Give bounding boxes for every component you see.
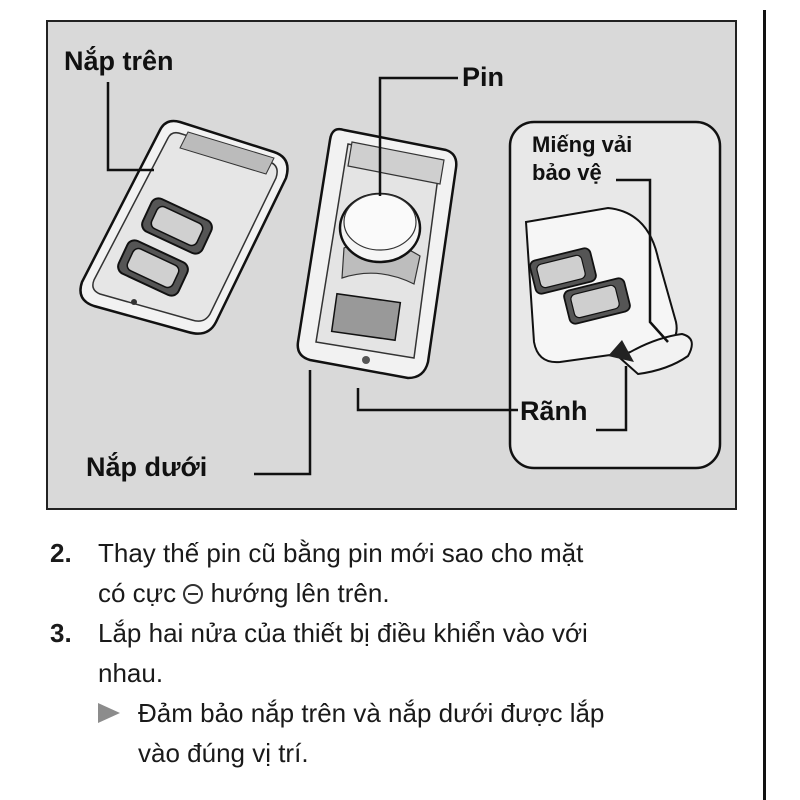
key-fob-top-cover-icon [81, 121, 288, 334]
negative-terminal-icon [183, 584, 203, 604]
instruction-steps [50, 533, 750, 773]
illustration-drawing [48, 22, 737, 510]
label-protective-cloth-line1: Miếng vải [532, 132, 633, 157]
step-number: 2. [50, 538, 72, 568]
label-slot: Rãnh [520, 396, 588, 426]
coin-battery-icon [340, 194, 420, 262]
step-3-note [50, 693, 750, 773]
battery-replacement-illustration [46, 20, 737, 510]
step-number: 3. [50, 618, 72, 648]
step-text-line2: nhau. [98, 658, 164, 688]
label-top-cover: Nắp trên [64, 46, 174, 76]
step-2 [50, 533, 750, 613]
step-text-line2 [98, 573, 750, 613]
page-column-rule [763, 10, 766, 800]
step-text-line1: Thay thế pin cũ bằng pin mới sao cho mặt [98, 538, 584, 568]
label-battery: Pin [462, 62, 505, 92]
triangle-bullet-icon [98, 703, 120, 723]
note-text-line2: vào đúng vị trí. [138, 738, 309, 768]
label-protective-cloth-line2: bảo vệ [532, 160, 602, 185]
label-bottom-cover: Nắp dưới [86, 452, 208, 482]
step-3 [50, 613, 750, 693]
step-text-after-symbol: hướng lên trên. [210, 578, 390, 608]
step-text-line1: Lắp hai nửa của thiết bị điều khiển vào với [98, 618, 588, 648]
step-text-before-symbol: có cực [98, 578, 177, 608]
note-text-line1: Đảm bảo nắp trên và nắp dưới được lắp [138, 698, 605, 728]
